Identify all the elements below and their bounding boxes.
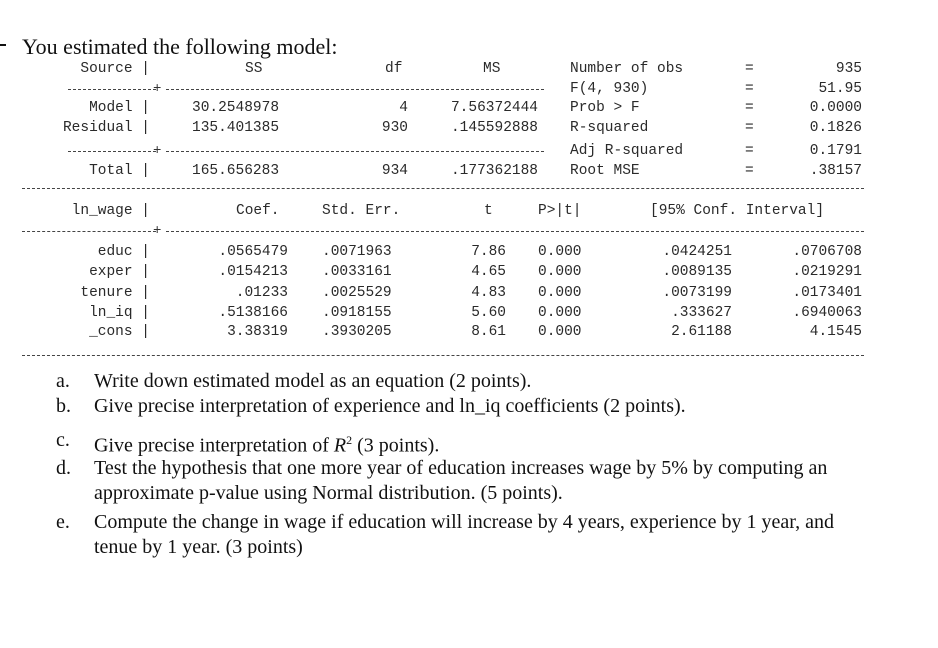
anova-rule-mid-left (68, 151, 156, 152)
coef-p: 0.000 (538, 305, 582, 321)
question-text-before: Give precise interpretation of (94, 434, 334, 457)
fit-stat-label: R-squared (570, 120, 649, 136)
coef-header-se: Std. Err. (322, 203, 401, 219)
fit-stat-value: 0.1791 (809, 143, 862, 159)
fit-stat-value: 935 (835, 61, 862, 77)
fit-stat-value: 0.0000 (809, 100, 862, 116)
question-label: b. (56, 395, 71, 417)
question-c (56, 428, 916, 457)
fit-stat-value: 0.1826 (809, 120, 862, 136)
coef-p: 0.000 (538, 285, 582, 301)
fit-stat-label: Adj R-squared (570, 143, 684, 159)
anova-model-ss: 30.2548978 (192, 100, 280, 116)
anova-header-ss: SS (245, 61, 263, 77)
anova-residual-source: Residual | (62, 120, 150, 136)
anova-residual-ss: 135.401385 (192, 120, 280, 136)
r-squared-superscript: 2 (346, 433, 353, 447)
fit-stat-label: Number of obs (570, 61, 684, 77)
coef-se: .3930205 (322, 324, 392, 340)
question-label: c. (56, 429, 70, 451)
coef-t: 4.65 (471, 264, 506, 280)
question-text: Compute the change in wage if education will increase by 4 years, experience by 1 year, and tenue by 1 year. (3 points) (94, 511, 835, 558)
coef-value: .5138166 (218, 305, 288, 321)
anova-rule-top-left (68, 89, 156, 90)
question-label: e. (56, 511, 70, 533)
question-e (56, 510, 916, 560)
coef-se: .0033161 (322, 264, 392, 280)
anova-total-ms: .177362188 (450, 163, 538, 179)
coef-ci-high: .6940063 (792, 305, 862, 321)
coef-header-dep: ln_wage | (71, 203, 150, 219)
coef-var: educ | (97, 244, 150, 260)
anova-header-df: df (385, 61, 403, 77)
fit-stat-eq: = (745, 61, 754, 77)
coef-ci-low: .0073199 (662, 285, 732, 301)
question-a (56, 369, 916, 394)
question-text (94, 428, 914, 459)
coef-ci-high: .0173401 (792, 285, 862, 301)
anova-header-source: Source | (80, 61, 150, 77)
question-text: Give precise interpretation of experience and ln_iq coefficients (2 points). (94, 395, 686, 417)
coef-se: .0025529 (322, 285, 392, 301)
fit-stat-label: Root MSE (570, 163, 640, 179)
coef-var: _cons | (89, 324, 150, 340)
question-text: Write down estimated model as an equation (2 points). (94, 370, 532, 392)
coef-ci-low: .333627 (671, 305, 732, 321)
question-label: d. (56, 457, 71, 479)
list-bullet (0, 44, 6, 46)
coef-ci-high: .0706708 (792, 244, 862, 260)
coef-se: .0071963 (322, 244, 392, 260)
anova-header-ms: MS (483, 61, 501, 77)
coef-header-p: P>|t| (538, 203, 582, 219)
coef-rule-top (22, 188, 864, 189)
question-d (56, 456, 916, 506)
question-b (56, 394, 916, 419)
anova-model-source: Model | (89, 100, 150, 116)
coef-var: exper | (89, 264, 150, 280)
fit-stat-eq: = (745, 163, 754, 179)
coef-ci-high: 4.1545 (809, 324, 862, 340)
coef-header-t: t (484, 203, 493, 219)
coef-p: 0.000 (538, 264, 582, 280)
coef-t: 7.86 (471, 244, 506, 260)
coef-se: .0918155 (322, 305, 392, 321)
fit-stat-value: .38157 (809, 163, 862, 179)
question-label: a. (56, 370, 70, 392)
anova-total-ss: 165.656283 (192, 163, 280, 179)
coef-rule-bottom (22, 355, 864, 356)
fit-stat-eq: = (745, 143, 754, 159)
coef-rule-mid-left (22, 231, 156, 232)
fit-stat-eq: = (745, 120, 754, 136)
question-text-after: (3 points). (352, 434, 440, 457)
coef-header-ci: [95% Conf. Interval] (650, 203, 825, 219)
coef-rule-plus: + (153, 223, 162, 239)
coef-var: ln_iq | (89, 305, 150, 321)
coef-value: .0154213 (218, 264, 288, 280)
fit-stat-label: Prob > F (570, 100, 640, 116)
coef-p: 0.000 (538, 324, 582, 340)
coef-var: tenure | (80, 285, 150, 301)
fit-stat-eq: = (745, 81, 754, 97)
coef-header-coef: Coef. (236, 203, 280, 219)
anova-rule-top-right (166, 89, 544, 90)
coef-value: .0565479 (218, 244, 288, 260)
coef-value: 3.38319 (227, 324, 288, 340)
coef-ci-low: .0424251 (662, 244, 732, 260)
coef-p: 0.000 (538, 244, 582, 260)
anova-rule-plus-2: + (153, 143, 162, 159)
coef-rule-mid-right (166, 231, 864, 232)
anova-rule-plus: + (153, 81, 162, 97)
anova-residual-df: 930 (381, 120, 408, 136)
coef-t: 8.61 (471, 324, 506, 340)
anova-total-df: 934 (381, 163, 408, 179)
question-text: Test the hypothesis that one more year of education increases wage by 5% by computing an approximate p-value using Normal distribution. (5 points). (94, 457, 828, 504)
fit-stat-value: 51.95 (818, 81, 862, 97)
coef-t: 5.60 (471, 305, 506, 321)
page-heading: You estimated the following model: (22, 34, 338, 59)
coef-t: 4.83 (471, 285, 506, 301)
coef-ci-high: .0219291 (792, 264, 862, 280)
fit-stat-label: F(4, 930) (570, 81, 649, 97)
fit-stat-eq: = (745, 100, 754, 116)
anova-model-df: 4 (399, 100, 408, 116)
coef-value: .01233 (235, 285, 288, 301)
anova-residual-ms: .145592888 (450, 120, 538, 136)
anova-total-source: Total | (89, 163, 150, 179)
coef-ci-low: .0089135 (662, 264, 732, 280)
anova-rule-mid-right (166, 151, 544, 152)
anova-model-ms: 7.56372444 (450, 100, 538, 116)
coef-ci-low: 2.61188 (671, 324, 732, 340)
r-squared-symbol: R (333, 434, 347, 457)
